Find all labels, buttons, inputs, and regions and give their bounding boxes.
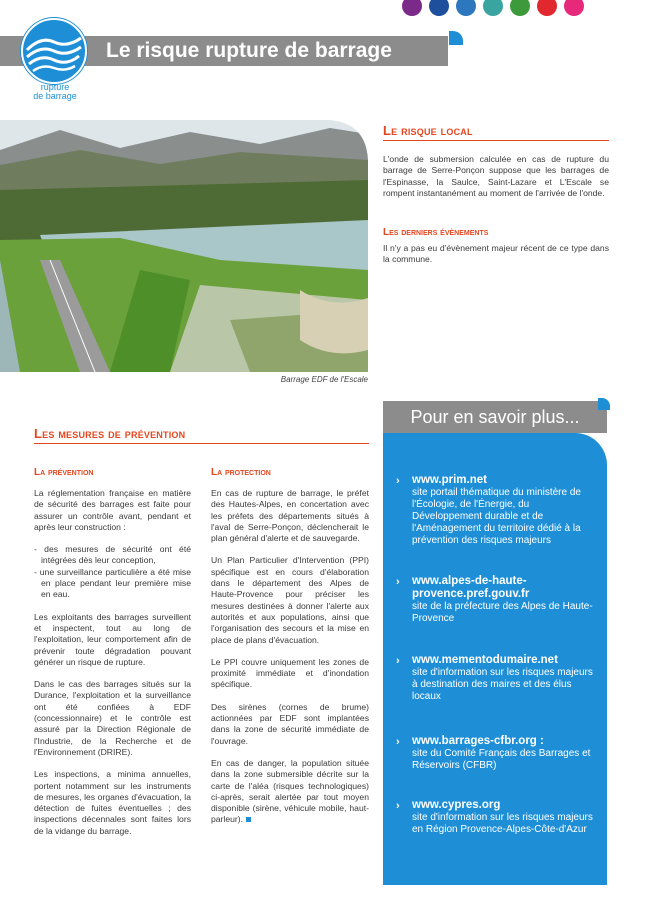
protection-p1: En cas de rupture de barrage, le préfet des Hautes-Alpes, en concertation avec les préfets des départements situés à l'aval de Serre-Ponçon, déclencherait le plan général d'alerte et de sauvegarde. (211, 488, 369, 544)
protection-p4: Des sirènes (cornes de brume) actionnées par EDF sont implantées dans la zone de sécurité immédiate de l'ouvrage. (211, 701, 369, 746)
end-mark-icon (246, 817, 251, 822)
dot-purple (402, 0, 422, 16)
protection-subheading: La protection (211, 467, 271, 478)
link-url[interactable]: www.alpes-de-haute-provence.pref.gouv.fr (412, 575, 530, 600)
dot-navy (429, 0, 449, 16)
chevron-right-icon: › (396, 800, 400, 812)
link-item-prefecture[interactable] (396, 575, 601, 625)
risque-local-text: L'onde de submersion calculée en cas de rupture du barrage de Serre-Ponçon suppose que les barrages de l'Espinasse, la Saulce, Saint-Lazare et L'Escale se rompent instantanément au moment de l'arrivée de l'onde. (383, 154, 609, 198)
dot-green (510, 0, 530, 16)
link-url[interactable]: www.mementodumaire.net (412, 654, 558, 666)
chevron-right-icon: › (396, 576, 400, 588)
events-text: Il n'y a pas eu d'évènement majeur récent de ce type dans la commune. (383, 243, 609, 265)
prevention-list (34, 544, 191, 600)
link-url[interactable]: www.cypres.org (412, 799, 501, 811)
dot-teal (483, 0, 503, 16)
color-dots (402, 0, 612, 20)
protection-p5-text: En cas de danger, la population située dans la zone submersible décrite sur la carte de l'aléa (risques technologiques) ci-après, serait alertée par tout moyen disponible (sirène, véhicule mobile, haut-parleur). (211, 757, 369, 825)
chevron-right-icon: › (396, 655, 400, 667)
dam-photo (0, 120, 368, 372)
logo-label (24, 83, 86, 101)
prevention-bullet-2: - une surveillance particulière a été mise en place pendant leur première mise en eau. (34, 566, 191, 600)
more-info-title: Pour en savoir plus... (410, 407, 580, 427)
logo-label-line2: de barrage (33, 91, 77, 101)
link-description: site portail thématique du ministère de l'Écologie, de l'Énergie, du Développement durable et de l'Aménagement du territoire dédié à la prévention des risques majeurs (412, 487, 581, 546)
protection-text (211, 488, 369, 837)
dot-pink (564, 0, 584, 16)
prevention-rule (34, 443, 369, 444)
prevention-subheading: La prévention (34, 467, 94, 478)
wave-icon (21, 18, 87, 84)
prevention-p2: Les exploitants des barrages surveillent et inspectent, tout au long de l'exploitation, leur comportement afin de prévenir toute dégradation pouvant générer un risque de rupture. (34, 611, 191, 667)
logo-label-line1: rupture (40, 82, 70, 92)
dot-blue (456, 0, 476, 16)
events-heading: Les derniers évènements (383, 227, 489, 238)
dot-red (537, 0, 557, 16)
link-item-prim[interactable] (396, 474, 601, 547)
link-url[interactable]: www.prim.net (412, 474, 487, 486)
link-item-cfbr[interactable] (396, 735, 601, 772)
prevention-bullet-1: - des mesures de sécurité ont été intégrées dès leur conception, (34, 544, 191, 566)
prevention-text (34, 488, 191, 848)
header-corner-mark (449, 31, 463, 45)
prevention-p4: Les inspections, a minima annuelles, portent notamment sur les instruments de mesures, les organes d'évacuation, la détection de fuites éventuelles ; des inspections décennales sont faites lors de la vidange du barrage. (34, 769, 191, 836)
link-url[interactable]: www.barrages-cfbr.org : (412, 735, 544, 747)
prevention-heading: Les mesures de prévention (34, 426, 186, 441)
prevention-p3: Dans le cas des barrages situés sur la Durance, l'exploitation et la surveillance ont été confiées à EDF (concessionnaire) et le contrôle est assuré par la Direction Régionale de l'Industrie, de la Recherche et de l'Environnement (DRIRE). (34, 679, 191, 757)
risque-local-heading: Le risque local (383, 123, 473, 138)
chevron-right-icon: › (396, 475, 400, 487)
chevron-right-icon: › (396, 736, 400, 748)
photo-caption: Barrage EDF de l'Escale (280, 375, 368, 384)
link-description: site du Comité Français des Barrages et Réservoirs (CFBR) (412, 748, 591, 771)
protection-p2: Un Plan Particulier d'Intervention (PPI) spécifique est en cours d'élaboration dans le département des Alpes de Haute-Provence pour préciser les mesures destinées à donner l'alerte aux autorités et aux populations, ainsi que l'organisation des secours et la mise en place de plans d'évacuation. (211, 555, 369, 645)
protection-p3: Le PPI couvre uniquement les zones de proximité immédiate et d'inondation spécifique. (211, 656, 369, 690)
photo-corner-mark (328, 120, 368, 160)
link-item-memento[interactable] (396, 654, 601, 703)
link-description: site de la préfecture des Alpes de Haute-Provence (412, 601, 593, 624)
link-description: site d'information sur les risques majeurs à destination des maires et des élus locaux (412, 667, 593, 702)
protection-p5 (211, 758, 369, 826)
prevention-p1: La réglementation française en matière de sécurité des barrages est faite pour assurer un contrôle avant, pendant et après leur construction : (34, 488, 191, 532)
link-item-cypres[interactable] (396, 799, 601, 836)
page-title: Le risque rupture de barrage (106, 39, 392, 62)
link-description: site d'information sur les risques majeurs en Région Provence-Alpes-Côte-d'Azur (412, 812, 593, 835)
risque-local-rule (383, 140, 609, 141)
